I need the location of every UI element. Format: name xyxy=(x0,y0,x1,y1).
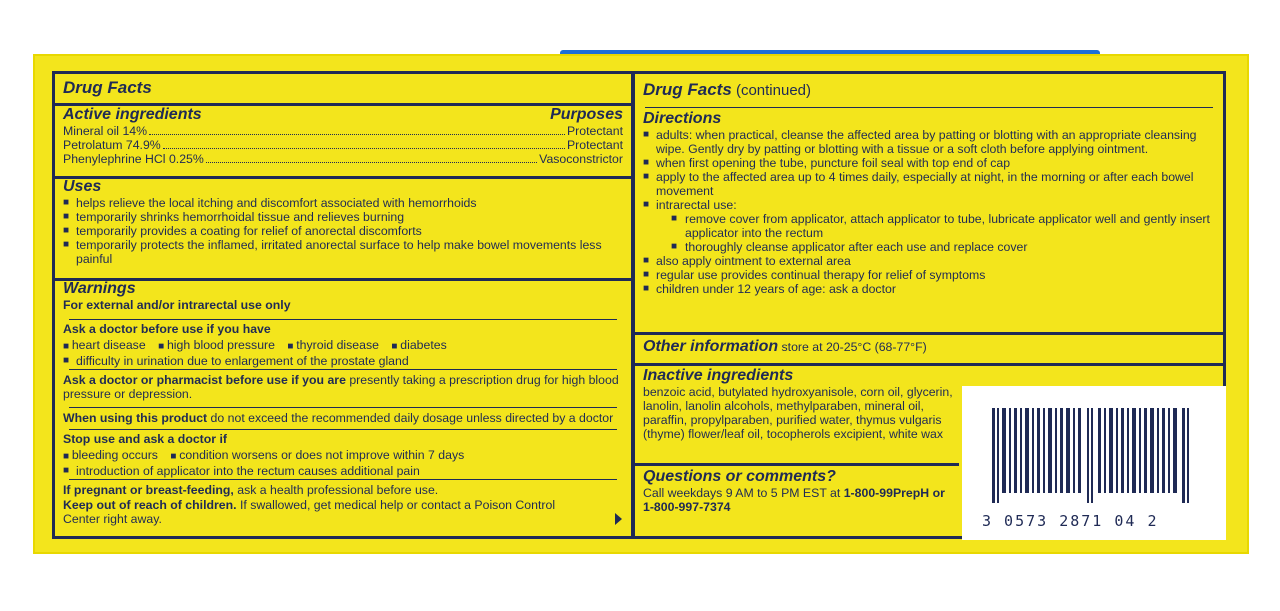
other-information-heading: Other information xyxy=(643,338,779,355)
phone-number: 1-800-997-7374 xyxy=(643,500,731,514)
list-item: ■ remove cover from applicator, attach applicator to tube, lubricate applicator well and gently insert applicator into the rectum xyxy=(643,212,1215,240)
barcode-digits: 3 0573 2871 04 2 xyxy=(982,512,1159,530)
ask-doctor-list xyxy=(63,336,623,354)
barcode-image xyxy=(992,408,1192,503)
stop-use-heading: Stop use and ask a doctor if xyxy=(63,432,227,446)
continued-arrow-icon xyxy=(615,513,622,525)
drug-facts-title: Drug Facts xyxy=(63,78,152,97)
stop-use-list xyxy=(63,446,623,464)
drug-facts-panel-left xyxy=(52,71,634,539)
divider xyxy=(69,369,617,370)
barcode-panel xyxy=(962,386,1226,540)
rule xyxy=(635,463,959,466)
directions-section xyxy=(635,110,1223,296)
list-item: ■ also apply ointment to external area xyxy=(643,254,1215,268)
purposes-heading: Purposes xyxy=(550,106,623,123)
list-item: ■ adults: when practical, cleanse the affected area by patting or blotting with an appropriate cleansing wipe. Gently dry by patting or blotting with a tissue or a soft cloth before applying ointment. xyxy=(643,128,1215,156)
list-item: ■ thyroid disease xyxy=(287,338,379,352)
divider xyxy=(69,407,617,408)
active-ingredients-heading: Active ingredients xyxy=(63,106,202,123)
warnings-section xyxy=(55,280,631,312)
divider xyxy=(69,319,617,320)
ingredient-row: Mineral oil 14% Protectant xyxy=(63,124,623,138)
list-item: ■ difficulty in urination due to enlargement of the prostate gland xyxy=(63,354,623,368)
questions-heading: Questions or comments? xyxy=(643,468,836,485)
rule xyxy=(635,363,1223,366)
uses-section xyxy=(55,178,631,266)
warnings-heading: Warnings xyxy=(63,280,136,297)
directions-heading: Directions xyxy=(643,110,722,127)
other-information-section: Other information store at 20-25°C (68-77°F) xyxy=(643,338,927,355)
rule xyxy=(635,332,1223,335)
keep-out-warning: Keep out of reach of children. If swallowed, get medical help or contact a Poison Control Center right away. xyxy=(63,498,556,526)
list-item: ■ heart disease xyxy=(63,338,146,352)
drug-facts-title-block xyxy=(55,78,631,98)
list-item: ■ regular use provides continual therapy for relief of symptoms xyxy=(643,268,1215,282)
drug-facts-title: Drug Facts xyxy=(643,80,732,99)
pregnant-warning: If pregnant or breast-feeding, ask a health professional before use. xyxy=(63,483,439,497)
inactive-ingredients-text: benzoic acid, butylated hydroxyanisole, corn oil, glycerin, lanolin, lanolin alcohols, methylparaben, mineral oil, paraffin, propylparaben, purified water, thymus vulgaris (thyme) flower/leaf oil, tocopherols excipient, white wax xyxy=(643,385,953,441)
pharmacist-warning: Ask a doctor or pharmacist before use if you are presently taking a prescription drug for high blood pressure or depression. xyxy=(63,373,619,401)
list-item: ■ helps relieve the local itching and discomfort associated with hemorrhoids xyxy=(63,196,623,210)
ask-doctor-section xyxy=(55,322,631,368)
list-item: ■ thoroughly cleanse applicator after each use and replace cover xyxy=(643,240,1215,254)
list-item: ■ introduction of applicator into the rectum causes additional pain xyxy=(63,464,623,478)
list-item: ■ temporarily shrinks hemorrhoidal tissue and relieves burning xyxy=(63,210,623,224)
divider xyxy=(69,479,617,480)
list-item: ■ temporarily provides a coating for relief of anorectal discomforts xyxy=(63,224,623,238)
list-item: ■ children under 12 years of age: ask a doctor xyxy=(643,282,1215,296)
list-item: ■ bleeding occurs xyxy=(63,448,158,462)
stop-use-section xyxy=(55,432,631,478)
list-item: ■ condition worsens or does not improve within 7 days xyxy=(170,448,464,462)
list-item: ■ high blood pressure xyxy=(158,338,275,352)
when-using-warning: When using this product do not exceed the recommended daily dosage unless directed by a doctor xyxy=(63,411,614,425)
divider xyxy=(69,429,617,430)
list-item: ■ when first opening the tube, puncture foil seal with top end of cap xyxy=(643,156,1215,170)
active-ingredients-section xyxy=(55,106,631,166)
continued-label: (continued) xyxy=(731,82,812,99)
ask-doctor-heading: Ask a doctor before use if you have xyxy=(63,322,271,336)
drug-facts-continued-title xyxy=(635,80,1223,100)
ingredient-row: Petrolatum 74.9% Protectant xyxy=(63,138,623,152)
warnings-subheading: For external and/or intrarectal use only xyxy=(63,298,291,312)
questions-section: Questions or comments? Call weekdays 9 AM to 5 PM EST at 1-800-99PrepH or 1-800-997-7374 xyxy=(635,468,965,514)
list-item: ■ apply to the affected area up to 4 times daily, especially at night, in the morning or after each bowel movement xyxy=(643,170,1215,198)
list-item: ■ diabetes xyxy=(391,338,446,352)
uses-heading: Uses xyxy=(63,178,102,195)
ingredient-row: Phenylephrine HCl 0.25% Vasoconstrictor xyxy=(63,152,623,166)
inactive-ingredients-section xyxy=(635,367,965,441)
inactive-ingredients-heading: Inactive ingredients xyxy=(643,367,794,384)
divider xyxy=(645,107,1213,108)
list-item: ■ temporarily protects the inflamed, irritated anorectal surface to help make bowel movements less painful xyxy=(63,238,623,266)
list-item: ■ intrarectal use: xyxy=(643,198,1215,212)
